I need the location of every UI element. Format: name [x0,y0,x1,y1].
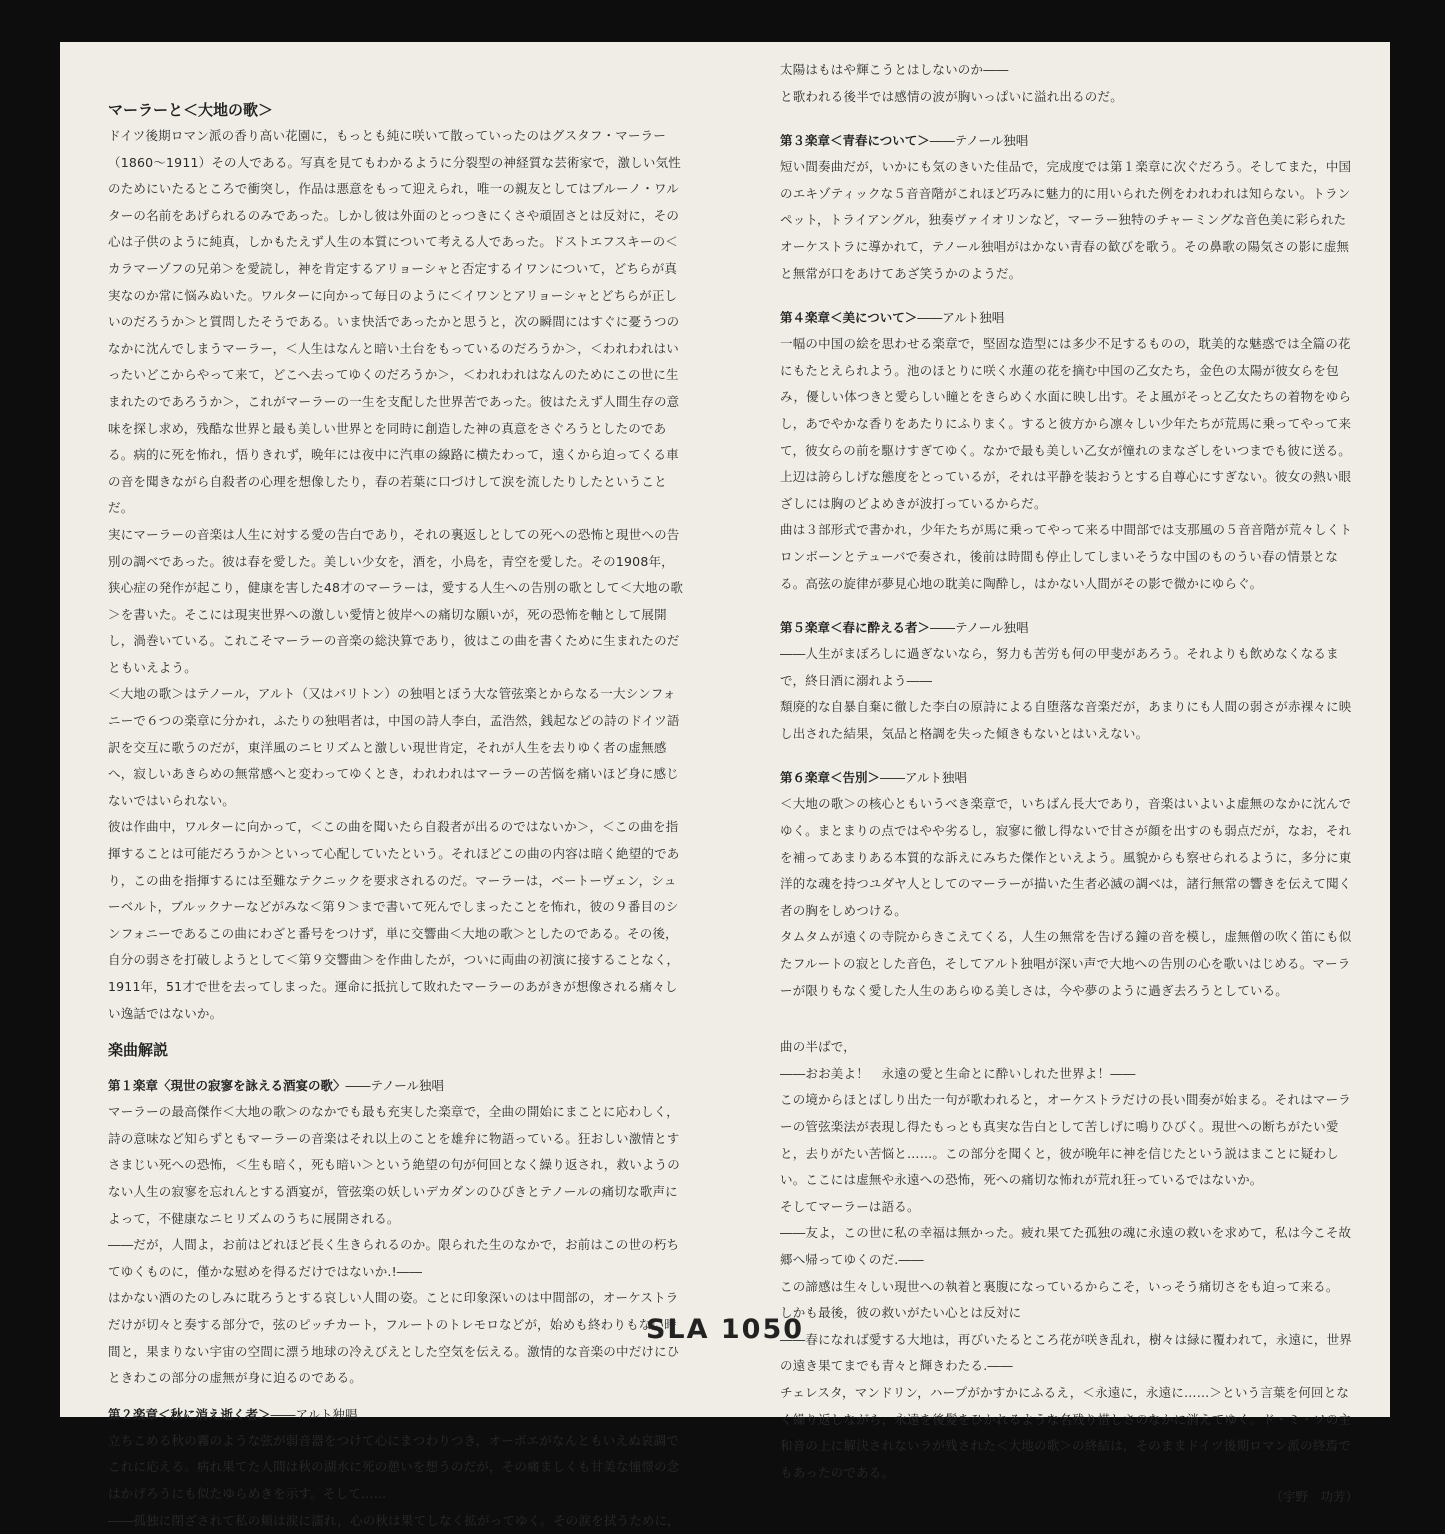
movement-3-heading [780,128,1358,154]
intro-paragraph-1: ドイツ後期ロマン派の香り高い花園に，もっとも純に咲いて散っていったのはグスタフ・マーラー（1860～1911）その人である。写真を見てもわかるように分裂型の神経質な芸術家で，激しい気性のためにいたるところで衝突し，作品は悪意をもって迎えられ，唯一の親友としてはブルーノ・ワルターの名前をあげられるのみであった。しかし彼は外面のとっつきにくさや頑固さとは反対に，その心は子供のように純真，しかもたえず人生の本質について考える人であった。ドストエフスキーの＜カラマーゾフの兄弟＞を愛読し，神を肯定するアリョーシャと否定するイワンについて，どちらが真実なのか常に悩みぬいた。ワルターに向かって毎日のように＜イワンとアリョーシャとどちらが正しいのだろうか＞と質問したそうである。いま快活であったかと思うと，次の瞬間にはすぐに憂うつのなかに沈んでしまうマーラー，＜人生はなんと暗い土台をもっているのだろうか＞，＜われわれはいったいどこからやって来て，どこへ去ってゆくのだろうか＞，＜われわれはなんのためにこの世に生まれたのであろうか＞，これがマーラーの一生を支配した世界苦であった。彼はたえず人間生存の意味を探し求め，残酷な世界と最も美しい世界とを同時に創造した神の真意をさぐろうとしたのである。病的に死を怖れ，悟りきれず，晩年には夜中に汽車の線路に横たわって，遠くから迫ってくる車の音を聞きながら自殺者の心理を想像したり，春の若葉に口づけして涙を流したりしたということだ。 [108,123,686,522]
movement-1-paragraph-1: マーラーの最高傑作＜大地の歌＞のなかでも最も充実した楽章で，全曲の開始にまことに応わしく，詩の意味など知らずともマーラーの音楽はそれ以上のことを雄弁に物語っている。狂おしい激情とすさまじい死への恐怖，＜生も暗く，死も暗い＞という絶望の句が何回となく繰り返され，救いようのない人生の寂寥を忘れんとする酒宴が，管弦楽の妖しいデカダンのひびきとテノールの痛切な歌声によって，不健康なニヒリズムのうちに展開される。 [108,1099,686,1232]
movement-6b-paragraph-3: この境からほとばしり出た一句が歌われると，オーケストラだけの長い間奏が始まる。それはマーラーの管弦楽法が表現し得たもっとも真実な告白として苦しげに鳴りひびく。現世への断ちがたい愛と，去りがたい苦悩と……。この部分を聞くと，彼が晩年に神を信じたという説はまことに疑わしい。ここには虚無や永遠への恐怖，死への痛切な怖れが荒れ狂っているではないか。 [780,1087,1358,1193]
movement-1-title: 〈現世の寂寥を詠える酒宴の歌〉 [158,1078,346,1093]
movement-3-label: 第３楽章 [780,133,830,148]
movement-4-label: 第４楽章 [780,310,830,325]
movement-6b-paragraph-1: 曲の半ばで， [780,1034,1358,1061]
catalog-number: SLA 1050 [60,1314,1390,1345]
movement-1-voice: ――テノール独唱 [346,1078,445,1093]
movement-5-voice: ――テノール独唱 [930,620,1029,635]
liner-notes-sheet [60,42,1390,1417]
movement-5-label: 第５楽章 [780,620,830,635]
movement-4-title: ＜美について＞ [830,310,917,325]
movement-5-title: ＜春に酔える者＞ [830,620,930,635]
top-paragraph-2: と歌われる後半では感情の波が胸いっぱいに溢れ出るのだ。 [780,84,1358,111]
movement-1-paragraph-2: ――だが，人間よ，お前はどれほど長く生きられるのか。限られた生のなかで，お前はこの世の朽ちてゆくものに，僅かな慰めを得るだけではないか.!―― [108,1232,686,1285]
movement-6b-paragraph-6: この諦感は生々しい現世への執着と裏腹になっているからこそ，いっそう痛切さをも迫って来る。 [780,1274,1358,1301]
movement-4-heading [780,305,1358,331]
intro-paragraph-3: ＜大地の歌＞はテノール，アルト（又はバリトン）の独唱とぼう大な管弦楽とからなる一大シンフォニーで６つの楽章に分かれ，ふたりの独唱者は，中国の詩人李白，孟浩然，銭起などの詩のドイツ語訳を交互に歌うのだが，東洋風のニヒリズムと激しい現世肯定，それが人生を去りゆく者の虚無感へ，寂しいあきらめの無常感へと変わってゆくとき，われわれはマーラーの苦悩を痛いほど身に感じないではいられない。 [108,681,686,814]
movement-2-heading [108,1402,686,1428]
movement-6b-paragraph-9: チェレスタ，マンドリン，ハープがかすかにふるえ，＜永遠に，永遠に……＞という言葉を何回となく繰り返しながら，永遠を後髪をひかれるような名残り惜しさのなかに消えてゆく。ド・ミ・ソの主和音の上に解決されないラが残された＜大地の歌＞の終結は，そのままドイツ後期ロマン派の終焉でもあったのである。 [780,1380,1358,1486]
movement-6b-paragraph-4: そしてマーラーは語る。 [780,1194,1358,1221]
movement-3-paragraph-1: 短い間奏曲だが，いかにも気のきいた佳品で，完成度では第１楽章に次ぐだろう。そしてまた，中国のエキゾティックな５音音階がこれほど巧みに魅力的に用いられた例をわれわれは知らない。トランペット，トライアングル，独奏ヴァイオリンなど，マーラー独特のチャーミングな音色美に彩られたオーケストラに導かれて，テノール独唱がはかない青春の歓びを歌う。その鼻歌の陽気さの影に虚無と無常が口をあけてあざ笑うかのようだ。 [780,154,1358,287]
intro-paragraph-4: 彼は作曲中，ワルターに向かって，＜この曲を聞いたら自殺者が出るのではないか＞，＜この曲を指揮することは可能だろうか＞といって心配していたという。それほどこの曲の内容は暗く絶望的であり，この曲を指揮するには至難なテクニックを要求されるのだ。マーラーは，ベートーヴェン，シューベルト，ブルックナーなどがみな＜第９＞まで書いて死んでしまったことを怖れ，彼の９番目のシンフォニーであるこの曲にわざと番号をつけず，単に交響曲＜大地の歌＞としたのである。その後，自分の弱さを打破しようとして＜第９交響曲＞を作曲したが，ついに両曲の初演に接することなく，1911年，51才で世を去ってしまった。運命に抵抗して敗れたマーラーのあがきが想像される痛々しい逸話ではないか。 [108,814,686,1027]
movement-4-voice: ――アルト独唱 [917,310,1004,325]
section-title-analysis: 楽曲解説 [108,1037,686,1063]
movement-6-paragraph-2: タムタムが遠くの寺院からきこえてくる，人生の無常を告げる鐘の音を模し，虚無僧の吹く笛にも似たフルートの寂とした音色，そしてアルト独唱が深い声で大地への告別の心を歌いはじめる。マーラーが限りもなく愛した人生のあらゆる美しさは，今や夢のように過ぎ去ろうとしている。 [780,924,1358,1004]
movement-5-paragraph-1: ――人生がまぼろしに過ぎないなら，努力も苦労も何の甲斐があろう。それよりも飲めなくなるまで，終日酒に溺れよう―― [780,641,1358,694]
top-paragraph-1: 太陽はもはや輝こうとはしないのか―― [780,57,1358,84]
movement-6b-paragraph-7: しかも最後，彼の救いがたい心とは反対に [780,1300,1358,1327]
movement-1-paragraph-3: はかない酒のたのしみに耽ろうとする哀しい人間の姿。ことに印象深いのは中間部の，オーケストラだけが切々と奏する部分で，弦のピッチカート，フルートのトレモロなどが，始めも終わりもない時間と，果まりない宇宙の空間に漂う地球の冷えびえとした空気を伝える。激情的な音楽の中だけにひときわこの部分の虚無が身に迫るのである。 [108,1285,686,1391]
movement-3-title: ＜青春について＞ [830,133,930,148]
movement-6b-paragraph-5: ――友よ，この世に私の幸福は無かった。疲れ果てた孤独の魂に永遠の救いを求めて，私は今こそ故郷へ帰ってゆくのだ.―― [780,1220,1358,1273]
movement-6-heading [780,765,1358,791]
movement-6b-paragraph-8: ――春になれば愛する大地は，再びいたるところ花が咲き乱れ，樹々は緑に覆われて，永遠に，世界の遠き果てまでも青々と輝きわたる.―― [780,1327,1358,1380]
movement-5-paragraph-2: 頽廃的な自暴自棄に徹した李白の原詩による自堕落な音楽だが，あまりにも人間の弱さが赤裸々に映し出された結果，気品と格調を失った傾きもないとはいえない。 [780,694,1358,747]
movement-6-paragraph-1: ＜大地の歌＞の核心ともいうべき楽章で，いちばん長大であり，音楽はいよいよ虚無のなかに沈んでゆく。まとまりの点ではやや劣るし，寂寥に徹し得ないで甘さが顔を出すのも弱点だが，なお，それを補ってあまりある本質的な訴えにみちた傑作といえよう。風貌からも察せられるように，多分に東洋的な魂を持つユダヤ人としてのマーラーが描いた生者必滅の調べは，諸行無常の響きを伝えて聞く者の胸をしめつける。 [780,791,1358,924]
movement-2-title: ＜秋に消え逝く者＞ [158,1407,271,1422]
right-column [780,57,1358,1508]
intro-paragraph-2: 実にマーラーの音楽は人生に対する愛の告白であり，それの裏返しとしての死への恐怖と現世への告別の調べであった。彼は春を愛した。美しい少女を，酒を，小鳥を，青空を愛した。その1908年，狭心症の発作が起こり，健康を害した48才のマーラーは，愛する人生への告別の歌として＜大地の歌＞を書いた。そこには現実世界への激しい愛情と彼岸への痛切な願いが，死の恐怖を軸として展開し，渦巻いている。これこそマーラーの音楽の総決算であり，彼はこの曲を書くために生まれたのだともいえよう。 [108,522,686,682]
movement-1-label: 第１楽章 [108,1078,158,1093]
movement-1-heading [108,1073,686,1099]
movement-6-voice: ――アルト独唱 [880,770,967,785]
movement-6-title: ＜告別＞ [830,770,880,785]
movement-6b-paragraph-2: ――おお美よ！ 永遠の愛と生命とに酔いしれた世界よ！―― [780,1061,1358,1088]
movement-2-paragraph-2: ――孤独に閉ざされて私の頬は涙に濡れ，心の秋は果てしなく拡がってゆく。その涙を拭うために， [108,1508,686,1534]
movement-2-paragraph-1: 立ちこめる秋の霧のような弦が弱音器をつけて心にまつわりつき，オーボエがなんともいえぬ哀調でこれに応える。病れ果てた人間は秋の湖水に死の憩いを想うのだが，その痛ましくも甘美な憧憬の念はかげろうにも似たゆらめきを示す。そして…… [108,1428,686,1508]
movement-4-paragraph-1: 一幅の中国の絵を思わせる楽章で，堅固な造型には多少不足するものの，耽美的な魅惑では全篇の花にもたとえられよう。池のほとりに咲く水蓮の花を摘む中国の乙女たち，金色の太陽が彼女らを包み，優しい体つきと愛らしい瞳とをきらめく水面に映し出す。そよ風がそっと乙女たちの着物をゆらし，あでやかな香りをあたりにふりまく。すると彼方から凛々しい少年たちが荒馬に乗ってやって来て，彼女らの前を駆けすぎてゆく。なかで最も美しい乙女が憧れのまなざしをいつまでも彼に送る。上辺は誇らしげな態度をとっているが，それは平静を装おうとする自尊心にすぎない。彼女の熱い眼ざしには胸のどよめきが波打っているからだ。 [780,331,1358,517]
movement-6-label: 第６楽章 [780,770,830,785]
author-signature: （宇野 功芳） [780,1486,1358,1508]
movement-2-label: 第２楽章 [108,1407,158,1422]
movement-5-heading [780,615,1358,641]
movement-3-voice: ――テノール独唱 [930,133,1029,148]
movement-2-voice: ――アルト独唱 [271,1407,358,1422]
article-title: マーラーと＜大地の歌＞ [108,97,686,123]
movement-4-paragraph-2: 曲は３部形式で書かれ，少年たちが馬に乗ってやって来る中間部では支那風の５音音階が荒々しくトロンボーンとテューバで奏され，後前は時間も停止してしまいそうな中国のものうい春の情景となる。高弦の旋律が夢見心地の耽美に陶酔し，はかない人間がその影で微かにゆらぐ。 [780,517,1358,597]
